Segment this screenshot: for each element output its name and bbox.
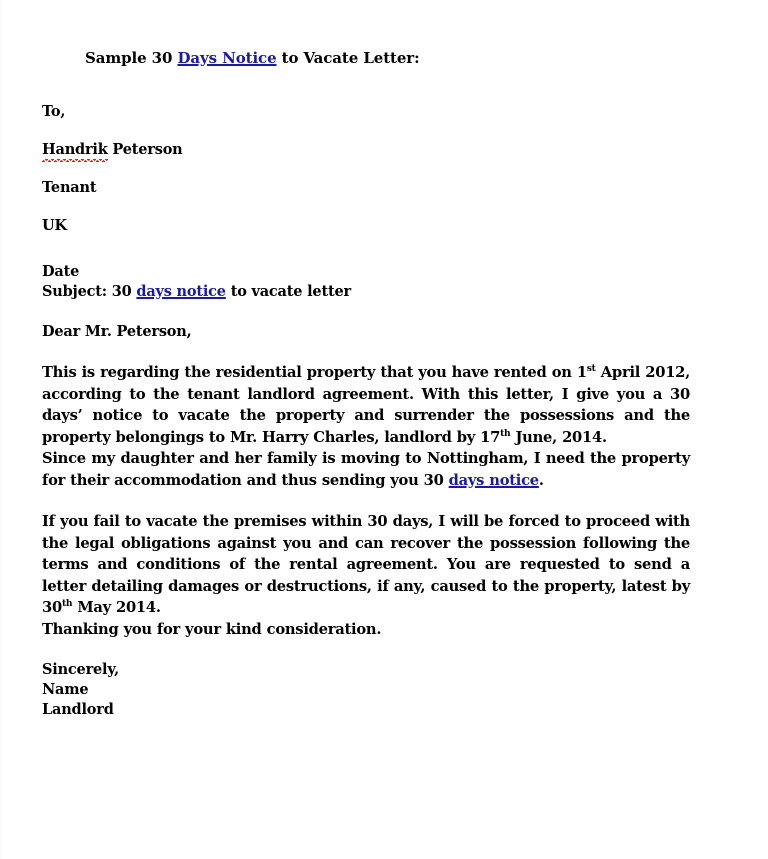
signature-role: Landlord [42, 701, 114, 718]
paragraph-three [42, 511, 690, 619]
subject-prefix: Subject: 30 [42, 283, 137, 300]
ordinal-suffix-th-may: th [61, 598, 73, 610]
days-notice-link-title[interactable]: Days Notice [177, 49, 277, 67]
days-notice-link-body[interactable]: days notice [448, 471, 539, 489]
subject-line [42, 282, 690, 302]
title-text-after-link: to Vacate Letter: [276, 49, 420, 67]
spacer-between-paragraphs [42, 491, 690, 511]
recipient-surname: Peterson [107, 141, 183, 158]
title-text-before-link: Sample 30 [85, 49, 178, 67]
spacer-before-greeting [42, 302, 690, 322]
signature-block [42, 660, 690, 720]
paragraph-two-part-a: Since my daughter and her family is moving to Nottingham, I need the property for their accommodation and thus sending you 30 [42, 450, 690, 489]
scan-edge-left [0, 0, 2, 859]
paragraph-one [42, 362, 690, 448]
recipient-role: Tenant [42, 179, 97, 196]
ordinal-suffix-th-june: th [500, 427, 511, 439]
sign-off-line: Sincerely, [42, 661, 120, 678]
signature-name: Name [42, 681, 89, 698]
spacer-before-body [42, 342, 690, 362]
recipient-name [42, 140, 690, 160]
paragraph-two [42, 448, 690, 491]
spacer-after-title [42, 68, 690, 102]
paragraph-three-part-b: May 2014. [72, 599, 161, 616]
date-label: Date [42, 263, 80, 280]
paragraph-one-part-c: June, 2014. [510, 428, 607, 446]
paragraph-one-part-b: April 2012, according to the tenant landlord agreement. With this letter, I give you a 30 days’ notice to vacate the property and surrender the possessions and the property belongings to Mr. Harry Charles, landlord by 17 [42, 364, 690, 446]
ordinal-suffix-st: st [586, 363, 596, 375]
closing-thanks-line: Thanking you for your kind consideration. [42, 620, 382, 638]
recipient-country: UK [42, 217, 67, 234]
paragraph-two-part-b: . [538, 471, 544, 489]
letter-content [42, 42, 690, 720]
days-notice-link-subject[interactable]: days notice [136, 283, 226, 300]
greeting-line: Dear Mr. Peterson, [42, 323, 192, 340]
spacer-before-date [42, 254, 690, 262]
page-title [85, 42, 690, 68]
subject-suffix: to vacate letter [225, 283, 351, 300]
address-to-label: To, [42, 103, 66, 120]
paragraph-three-part-a: If you fail to vacate the premises within 30 days, I will be forced to proceed with the legal obligations against you and can recover the possession following the terms and conditions of the rental agreement. You are requested to send a letter detailing damages or destructions, if any, caused to the property, latest by 30 [42, 513, 690, 616]
spacer-before-signoff [42, 640, 690, 660]
paragraph-one-part-a: This is regarding the residential property that you have rented on 1 [42, 364, 587, 381]
misspelled-word-handrik: Handrik [42, 141, 108, 158]
